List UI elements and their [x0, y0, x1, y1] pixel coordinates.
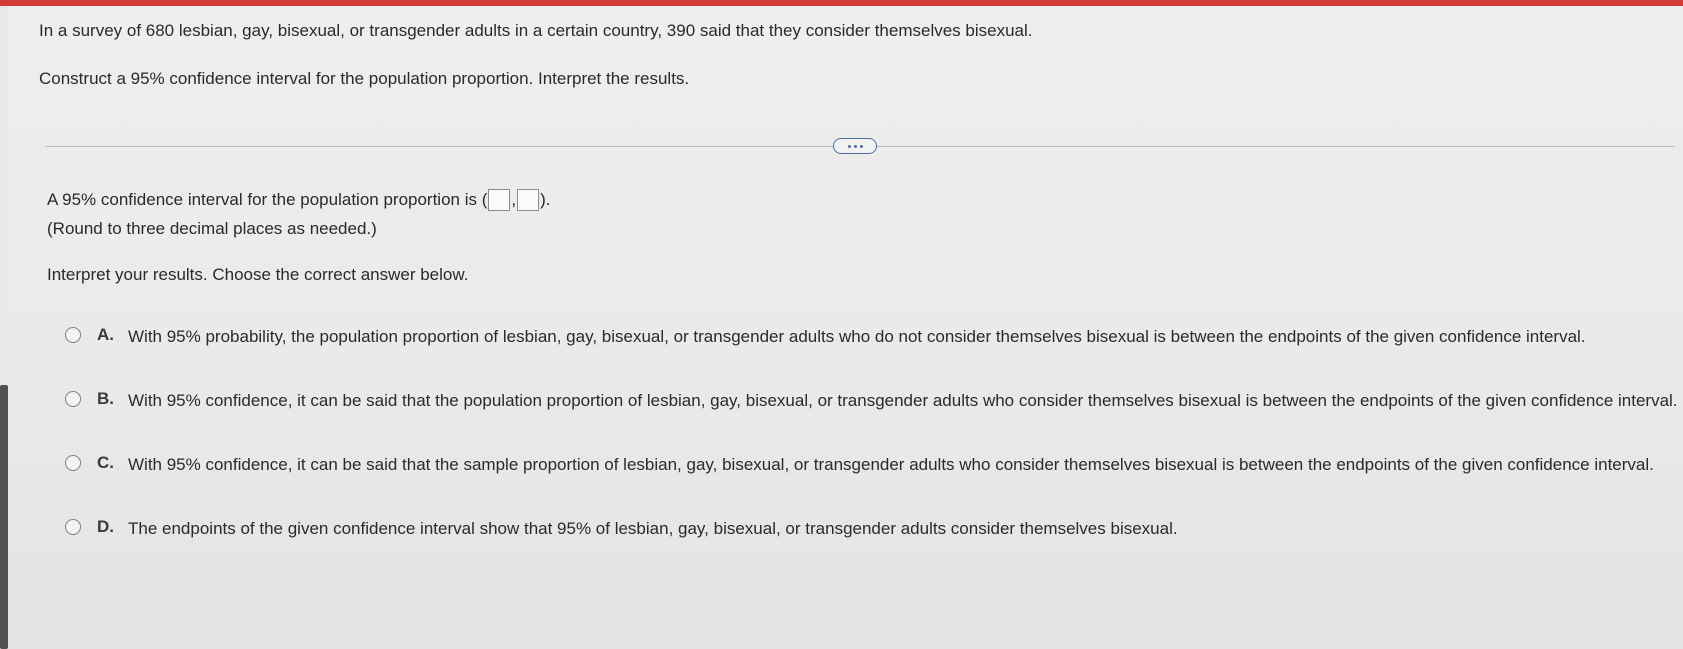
- option-c-radio[interactable]: [65, 455, 81, 471]
- option-b-letter: B.: [97, 389, 114, 408]
- interpret-prompt: Interpret your results. Choose the correct answer below.: [47, 265, 469, 284]
- upper-bound-input[interactable]: [517, 189, 539, 211]
- option-a-text: With 95% probability, the population proportion of lesbian, gay, bisexual, or transgender adults who do not consider themselves bisexual is between the endpoints of the given confidence interval.: [128, 327, 1586, 346]
- option-b-radio[interactable]: [65, 391, 81, 407]
- question-page: [8, 6, 1683, 649]
- option-d-radio[interactable]: [65, 519, 81, 535]
- ci-suffix: ).: [540, 190, 551, 209]
- ellipsis-icon: [848, 145, 851, 148]
- lower-bound-input[interactable]: [488, 189, 510, 211]
- option-a-letter: A.: [97, 325, 114, 344]
- option-d-text: The endpoints of the given confidence interval show that 95% of lesbian, gay, bisexual, or transgender adults consider themselves bisexual.: [128, 519, 1178, 538]
- question-text: In a survey of 680 lesbian, gay, bisexual, or transgender adults in a certain country, 390 said that they consider themselves bisexual.: [39, 21, 1033, 40]
- instruction-text: Construct a 95% confidence interval for the population proportion. Interpret the results.: [39, 69, 690, 88]
- option-b-text: With 95% confidence, it can be said that the population proportion of lesbian, gay, bisexual, or transgender adults who consider themselves bisexual is between the endpoints of the given confidence interval.: [128, 391, 1678, 410]
- ci-separator: ,: [511, 190, 517, 209]
- option-d-letter: D.: [97, 517, 114, 536]
- rounding-note: (Round to three decimal places as needed.): [47, 219, 377, 238]
- option-c-text: With 95% confidence, it can be said that the sample proportion of lesbian, gay, bisexual, or transgender adults who consider themselves bisexual is between the endpoints of the given confidence interval.: [128, 455, 1654, 474]
- show-more-button[interactable]: [833, 138, 877, 154]
- ci-prefix: A 95% confidence interval for the population proportion is (: [47, 190, 488, 209]
- option-a-radio[interactable]: [65, 327, 81, 343]
- option-c-letter: C.: [97, 453, 114, 472]
- ci-answer-line: [47, 189, 551, 211]
- scrollbar[interactable]: [0, 385, 8, 649]
